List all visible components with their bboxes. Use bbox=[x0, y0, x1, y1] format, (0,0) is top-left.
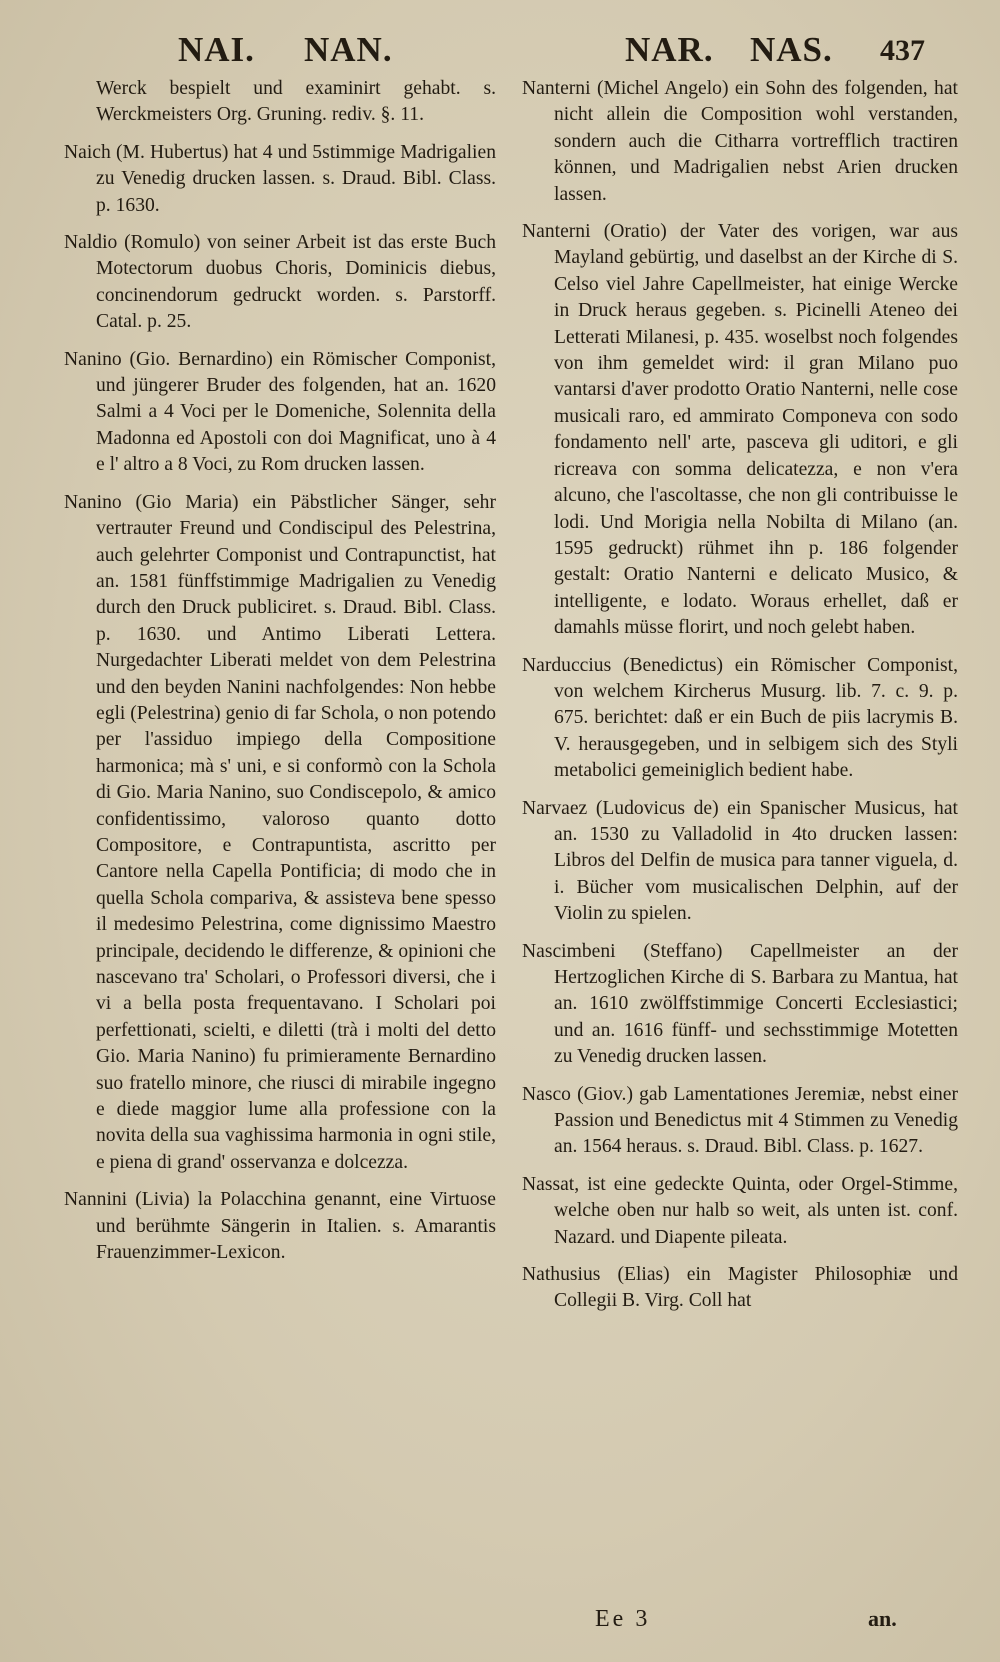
dictionary-entry bbox=[522, 1082, 958, 1161]
entry-headword: Narvaez bbox=[522, 797, 588, 819]
dictionary-entry bbox=[522, 939, 958, 1071]
headword-nas: NAS. bbox=[750, 30, 833, 69]
entry-text: (Oratio) der Vater des vorigen, war aus Mayland gebürtig, und daselbst an der Kirche di S. Celso viel Jahre Capellmeister, hat einige Wercke in Druck heraus gegeben. s. Picinelli Ateneo dei Letterati Milanesi, p. 435. woselbst noch folgendes von ihm gemeldet wird: il gran Milano puo vantarsi d'aver prodotto Oratio Nanterni, nelle cose musicali raro, ed ammirato Componeva con sodo fondamento nell' arte, pasceva gli uditori, e gli ricreava con somma delicatezza, e non v'era alcuno, che l'ascoltasse, che non gli contribuisse le lodi. Und Morigia nella Nobilta di Milano (an. 1595 gedruckt) rühmet ihn p. 186 folgender gestalt: Oratio Nanterni e delicato Musico, & intelligente, e lodato. Woraus erhellet, daß er damahls müsse florirt, und noch gelebt haben. bbox=[554, 221, 958, 639]
entry-text: (Elias) ein Magister Philosophiæ und Collegii B. Virg. Coll hat bbox=[554, 1264, 958, 1312]
entry-headword: Nanino bbox=[64, 491, 122, 513]
headword-nai: NAI. bbox=[178, 30, 255, 69]
entry-text: (Romulo) von seiner Arbeit ist das erste Buch Motectorum duobus Choris, Dominicis diebus, concinendorum gedruckt worden. s. Parstorff. Catal. p. 25. bbox=[96, 232, 496, 333]
dictionary-entry bbox=[64, 1187, 496, 1266]
entry-text: (Benedictus) ein Römischer Componist, von welchem Kircherus Musurg. lib. 7. c. 9. p. 675. berichtet: daß er ein Buch de piis lacrymis B. V. herausgegeben, und in selbigem sich des Styli metabolici gemeiniglich bedient habe. bbox=[554, 654, 958, 782]
dictionary-entry bbox=[64, 230, 496, 336]
dictionary-entry bbox=[64, 347, 496, 479]
entry-headword: Naich bbox=[64, 141, 111, 163]
catchword: an. bbox=[868, 1606, 897, 1631]
entry-text: ist eine gedeckte Quinta, oder Orgel-Stimme, welche oben nur halb so weit, als unten ist. conf. Nazard. und Diapente pileata. bbox=[554, 1173, 958, 1248]
entry-text: (Steffano) Capellmeister an der Hertzoglichen Kirche di S. Barbara zu Mantua, hat an. 1610 zwölffstimmige Concerti Ecclesiastici; und an. 1616 fünff- und sechsstimmige Motetten zu Venedig drucken lassen. bbox=[554, 940, 958, 1068]
running-header bbox=[0, 30, 1000, 74]
dictionary-entry bbox=[522, 1262, 958, 1315]
right-column bbox=[522, 76, 958, 1326]
dictionary-entry bbox=[64, 76, 496, 129]
left-column bbox=[64, 76, 496, 1277]
entry-headword: Nanterni bbox=[522, 78, 591, 99]
entry-text: (Giov.) gab Lamentationes Jeremiæ, nebst einer Passion und Benedictus mit 4 Stimmen zu Venedig an. 1564 heraus. s. Draud. Bibl. Class. p. 1627. bbox=[554, 1083, 958, 1158]
dictionary-entry bbox=[64, 140, 496, 219]
signature-mark: Ee 3 bbox=[595, 1606, 651, 1632]
entry-headword: Nassat, bbox=[522, 1173, 580, 1195]
entry-headword: Nanino bbox=[64, 348, 122, 370]
headword-nar: NAR. bbox=[625, 30, 714, 69]
dictionary-entry bbox=[64, 490, 496, 1177]
entry-text: (Ludovicus de) ein Spanischer Musicus, hat an. 1530 zu Valladolid in 4to drucken lassen: Libros del Delfin de musica para tanner viguela, d. i. Bücher vom musicalischen Delphin, auf der Violin zu spielen. bbox=[554, 797, 958, 925]
entry-headword: Nathusius bbox=[522, 1264, 601, 1286]
entry-headword: Nasco bbox=[522, 1083, 571, 1105]
entry-headword: Nanterni bbox=[522, 221, 591, 243]
page-number: 437 bbox=[880, 34, 925, 67]
entry-text: (Gio Maria) ein Päbstlicher Sänger, sehr vertrauter Freund und Condiscipul des Pelestrina, auch gelehrter Componist und Contrapunctist, hat an. 1581 fünffstimmige Madrigalien zu Venedig durch den Druck publiciret. s. Draud. Bibl. Class. p. 1630. und Antimo Liberati Lettera. Nurgedachter Liberati meldet von dem Pelestrina und den beyden Nanini nachfolgendes: Non hebbe egli (Pelestrina) genio di far Schola, o non potendo per l'assiduo impiego della Compositione harmonica; mà s' uni, e si conformò con la Schola di Gio. Maria Nanino, suo Condiscepolo, & amico confidentissimo, valoroso quanto dotto Compositore, e Contrapuntista, ascritto per Cantore nella Capella Pontificia; di modo che in quella Schola compariva, & assisteva bene spesso il medesimo Pelestrina, come dignissimo Maestro principale, decidendo le differenze, & opinioni che nascevano tra' Scholari, o Professori diversi, che i vi a bella posta frequentavano. I Scholari poi perfettionati, scielti, e diletti (trà i molti del detto Gio. Maria Nanino) fu primieramente Bernardino suo fratello minore, che riusci di mirabile ingegno e diede maggior lume alla professione con la novita della sua vaghissima harmonia in ogni stile, e piena di grand' osservanza e dolcezza. bbox=[96, 491, 496, 1173]
entry-text: (Livia) la Polacchina genannt, eine Virtuose und berühmte Sängerin in Italien. s. Amarantis Frauenzimmer-Lexicon. bbox=[96, 1189, 496, 1264]
headword-nan: NAN. bbox=[304, 30, 393, 69]
dictionary-entry bbox=[522, 653, 958, 785]
entry-headword: Nannini bbox=[64, 1189, 128, 1211]
entry-headword: Narduccius bbox=[522, 654, 612, 676]
dictionary-entry bbox=[522, 796, 958, 928]
entry-text: (Gio. Bernardino) ein Römischer Componist, und jüngerer Bruder des folgenden, hat an. 1620 Salmi a 4 Voci per le Domeniche, Solennita della Madonna ed Apostoli con doi Magnificat, uno à 4 e l' altro a 8 Voci, zu Rom drucken lassen. bbox=[96, 348, 496, 476]
entry-text: (Michel Angelo) ein Sohn des folgenden, hat nicht allein die Composition wohl verstanden, sondern auch die Citharra vortrefflich tractiren können, und Madrigalien nebst Arien drucken lassen. bbox=[554, 78, 958, 205]
entry-text: (M. Hubertus) hat 4 und 5stimmige Madrigalien zu Venedig drucken lassen. s. Draud. Bibl. Class. p. 1630. bbox=[96, 141, 496, 216]
dictionary-entry bbox=[522, 219, 958, 642]
entry-headword: Nascimbeni bbox=[522, 940, 616, 962]
entry-headword: Naldio bbox=[64, 232, 118, 254]
dictionary-entry bbox=[522, 76, 958, 208]
entry-text: Werck bespielt und examinirt gehabt. s. Werckmeisters Org. Gruning. rediv. §. 11. bbox=[96, 78, 496, 126]
dictionary-entry bbox=[522, 1172, 958, 1251]
